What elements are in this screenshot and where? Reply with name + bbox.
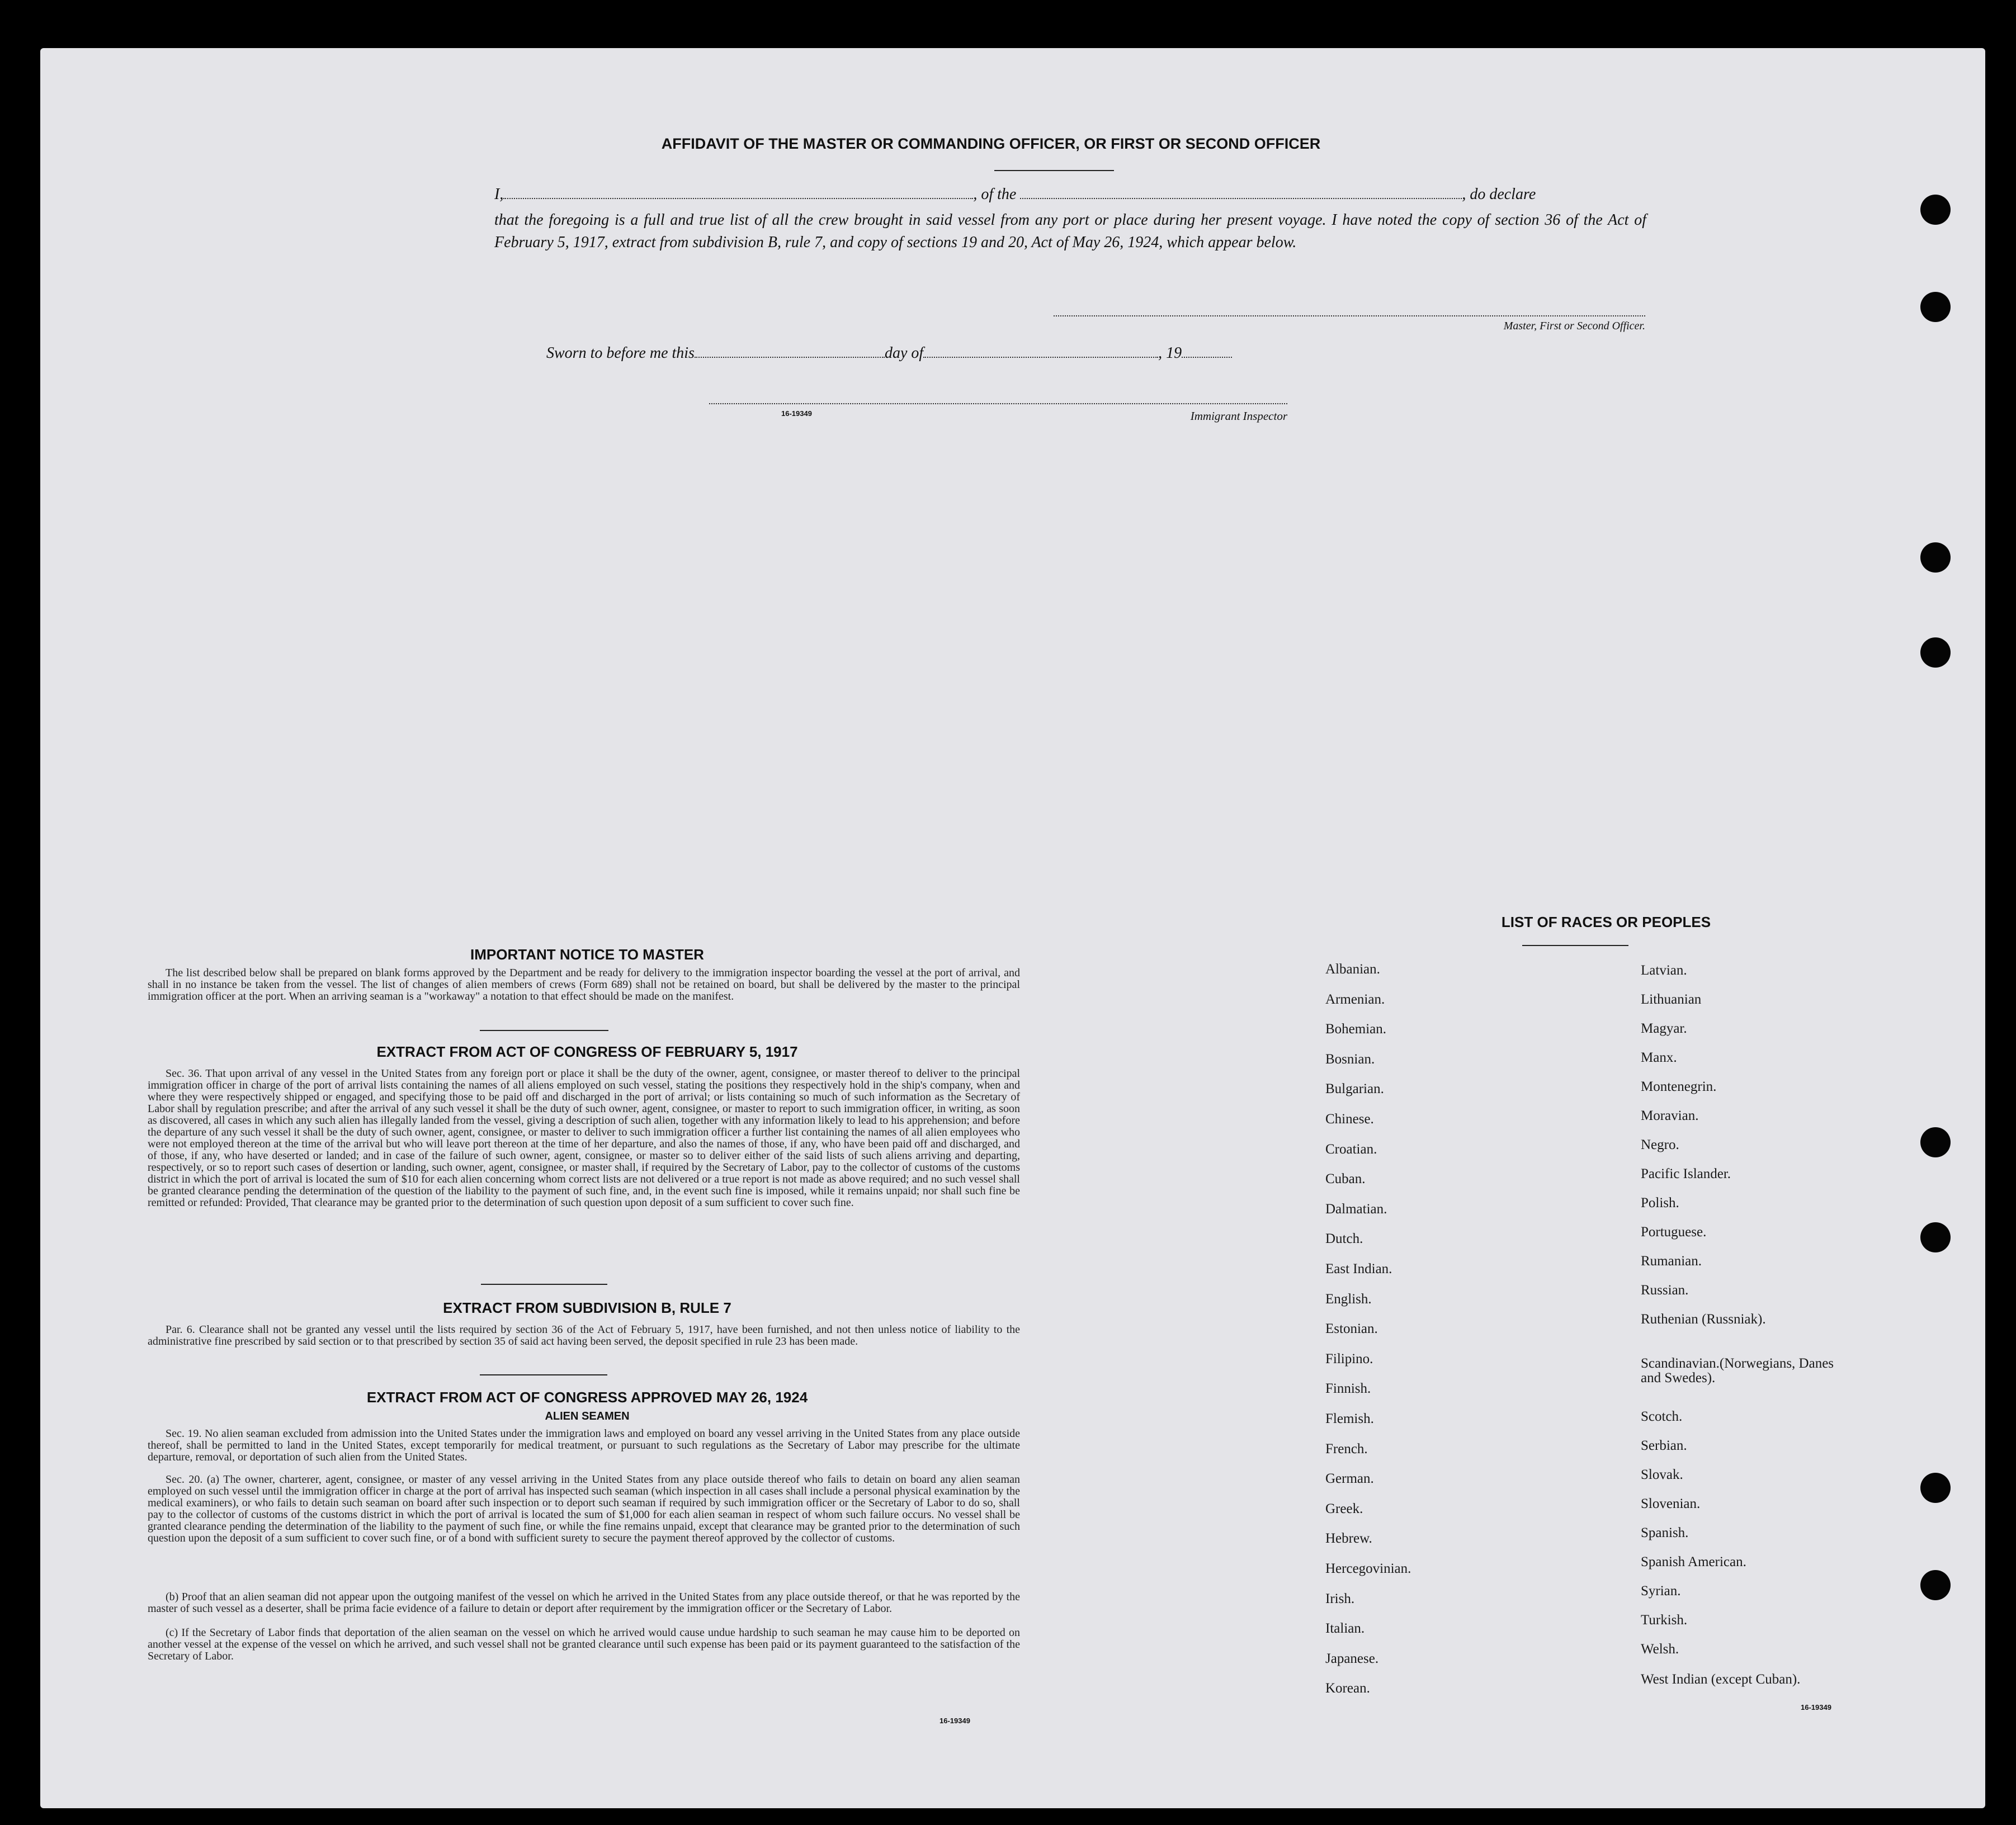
race-item: Albanian. bbox=[1325, 962, 1380, 977]
form-number: 16-19349 bbox=[1801, 1703, 1831, 1711]
punch-hole bbox=[1920, 542, 1951, 573]
race-item: Estonian. bbox=[1325, 1321, 1378, 1336]
race-item: East Indian. bbox=[1325, 1261, 1392, 1276]
race-item: Negro. bbox=[1641, 1137, 1679, 1152]
month-field[interactable] bbox=[923, 351, 1158, 358]
race-item: Hercegovinian. bbox=[1325, 1561, 1411, 1576]
race-item: Turkish. bbox=[1641, 1613, 1688, 1628]
race-item: Lithuanian bbox=[1641, 992, 1702, 1007]
divider bbox=[480, 1374, 607, 1375]
race-item: German. bbox=[1325, 1471, 1374, 1486]
divider bbox=[480, 1030, 608, 1031]
race-item: Serbian. bbox=[1641, 1438, 1687, 1453]
race-item: Irish. bbox=[1325, 1591, 1355, 1606]
year-field[interactable] bbox=[1182, 351, 1232, 358]
race-item: Dutch. bbox=[1325, 1231, 1363, 1246]
race-item: Pacific Islander. bbox=[1641, 1166, 1731, 1181]
punch-hole bbox=[1920, 1570, 1951, 1600]
race-item: Flemish. bbox=[1325, 1411, 1374, 1426]
race-item: Filipino. bbox=[1325, 1351, 1373, 1367]
race-item: Cuban. bbox=[1325, 1171, 1366, 1186]
race-item: Chinese. bbox=[1325, 1112, 1374, 1127]
affidavit-title: AFFIDAVIT OF THE MASTER OR COMMANDING OFFICER, OR FIRST OR SECOND OFFICER bbox=[661, 135, 1321, 152]
extract-1924-sec20c: (c) If the Secretary of Labor finds that deportation of the alien seaman on the vessel on which he arrived would cause undue hardship to such seaman he may cause him to be deported on another vessel at the expense of the vessel on which he arrived, and such vessel shall not be granted clearance until such expense has been paid or its payment guaranteed to the satisfaction of the Secretary of Labor. bbox=[148, 1627, 1020, 1662]
day-of-label: day of bbox=[884, 344, 924, 362]
race-item: Welsh. bbox=[1641, 1642, 1679, 1657]
extract-1917-title: EXTRACT FROM ACT OF CONGRESS OF FEBRUARY 5, 1917 bbox=[376, 1043, 798, 1060]
race-item: Spanish American. bbox=[1641, 1554, 1746, 1569]
race-item: Finnish. bbox=[1325, 1381, 1371, 1396]
declaration-of-the: , of the bbox=[973, 186, 1017, 203]
punch-hole bbox=[1920, 637, 1951, 668]
notice-title: IMPORTANT NOTICE TO MASTER bbox=[470, 946, 704, 963]
subdivision-b-title: EXTRACT FROM SUBDIVISION B, RULE 7 bbox=[443, 1299, 731, 1316]
race-item: Greek. bbox=[1325, 1501, 1363, 1516]
race-item: Syrian. bbox=[1641, 1583, 1681, 1599]
sworn-line bbox=[546, 344, 1385, 362]
punch-hole bbox=[1920, 1473, 1951, 1503]
punch-hole bbox=[1920, 195, 1951, 225]
race-item: Russian. bbox=[1641, 1283, 1689, 1298]
divider bbox=[481, 1284, 607, 1285]
extract-1924-sec20b: (b) Proof that an alien seaman did not appear upon the outgoing manifest of the vessel on which he arrived in the United States from any place outside thereof, or that he was reported by the master of such vessel as a deserter, shall be prima facie evidence of a failure to detain or deport after requirement by the immigration officer or the Secretary of Labor. bbox=[148, 1591, 1020, 1615]
race-item: Armenian. bbox=[1325, 992, 1385, 1007]
race-item: Slovenian. bbox=[1641, 1496, 1701, 1511]
race-item: Polish. bbox=[1641, 1195, 1679, 1211]
race-item: Japanese. bbox=[1325, 1651, 1379, 1666]
day-field[interactable] bbox=[695, 351, 885, 358]
extract-1917-body: Sec. 36. That upon arrival of any vessel in the United States from any foreign port or place it shall be the duty of the owner, agent, consignee, or master thereof to deliver to the principal immigration officer in charge of the port of arrival lists containing the names of all aliens employed on such vessel, stating the positions they respectively hold in the ship's company, when and where they were respectively shipped or engaged, and specifying those to be paid off and discharged in the port of arrival; or lists containing so much of such information as the Secretary of Labor shall by regulation prescribe; and after the arrival of any such vessel it shall be the duty of such owner, agent, consignee, or master to report to such immigration officer, in writing, as soon as discovered, all cases in which any such alien has illegally landed from the vessel, giving a description of such alien, together with any information likely to lead to his apprehension; and before the departure of any such vessel it shall be the duty of such owner, agent, consignee, or master to deliver to such immigration officer a further list containing the names of all alien employees who were not employed thereon at the time of the arrival but who will leave port thereon at the time of her departure, and also the names of those, if any, who have been paid off and discharged, and of those, if any, who have deserted or landed; and in case of the failure of such owner, agent, consignee, or master so to deliver either of the said lists of such aliens arriving and departing, respectively, or so to report such cases of desertion or landing, such owner, agent, consignee, or master shall, if required by the Secretary of Labor, pay to the collector of customs of the customs district in which the port of arrival is located the sum of $10 for each alien concerning whom correct lists are not delivered or a true report is not made as above required; and no such vessel shall be granted clearance pending the determination of the question of the liability to the payment of such fine, and, in the event such fine is imposed, while it remains unpaid; nor shall such fine be remitted or refunded: Provided, That clearance may be granted prior to the determination of such question upon deposit of a sum sufficient to cover such fine. bbox=[148, 1067, 1020, 1209]
race-item: Portuguese. bbox=[1641, 1224, 1707, 1240]
punch-hole bbox=[1920, 292, 1951, 322]
name-field[interactable] bbox=[503, 192, 973, 199]
race-item: Bulgarian. bbox=[1325, 1081, 1384, 1096]
race-item: Moravian. bbox=[1641, 1108, 1699, 1123]
race-item: Manx. bbox=[1641, 1050, 1677, 1065]
declaration-line bbox=[494, 186, 1646, 208]
race-item: Bosnian. bbox=[1325, 1052, 1375, 1067]
race-item: Hebrew. bbox=[1325, 1531, 1372, 1546]
race-item: Montenegrin. bbox=[1641, 1079, 1717, 1094]
divider bbox=[994, 170, 1114, 171]
race-item: Spanish. bbox=[1641, 1525, 1689, 1540]
extract-1924-title: EXTRACT FROM ACT OF CONGRESS APPROVED MAY 26, 1924 bbox=[366, 1389, 808, 1406]
divider bbox=[1522, 945, 1628, 946]
race-item: Korean. bbox=[1325, 1681, 1370, 1696]
race-item: Ruthenian (Russniak). bbox=[1641, 1312, 1766, 1327]
race-item: French. bbox=[1325, 1441, 1368, 1457]
alien-seamen-subtitle: ALIEN SEAMEN bbox=[545, 1410, 630, 1422]
race-item: Bohemian. bbox=[1325, 1022, 1387, 1037]
declaration-end: , do declare bbox=[1462, 186, 1536, 203]
race-item: Croatian. bbox=[1325, 1142, 1377, 1157]
race-item: Magyar. bbox=[1641, 1021, 1687, 1036]
signature-label: Master, First or Second Officer. bbox=[1503, 320, 1645, 332]
form-number: 16-19349 bbox=[781, 409, 812, 418]
punch-hole bbox=[1920, 1127, 1951, 1157]
signature-line[interactable] bbox=[1054, 315, 1645, 316]
races-title: LIST OF RACES OR PEOPLES bbox=[1501, 914, 1711, 930]
extract-1924-sec20a: Sec. 20. (a) The owner, charterer, agent, consignee, or master of any vessel arriving in the United States from any place outside thereof who fails to detain on board any alien seaman employed on such vessel until the immigration officer in charge at the port of arrival has inspected such seaman (which inspection in all cases shall include a personal physical examination by the medical examiners), or who fails to detain such seaman on board after such inspection or to deport such seaman if required by such immigration officer or the Secretary of Labor to do so, shall pay to the collector of customs of the customs district in which the port of arrival is located the sum of $1,000 for each alien seaman in respect of whom such failure occurs. No vessel shall be granted clearance pending the determination of the liability to the payment of such fine, or while the fine remains unpaid, except that clearance may be granted prior to the determination of such question upon the deposit of a sum sufficient to cover such fine, or of a bond with sufficient surety to secure the payment thereof approved by the collector of customs. bbox=[148, 1473, 1020, 1544]
race-item: Slovak. bbox=[1641, 1467, 1683, 1482]
inspector-signature-line[interactable] bbox=[709, 403, 1287, 404]
race-item: Italian. bbox=[1325, 1621, 1365, 1636]
extract-1924-sec19: Sec. 19. No alien seaman excluded from admission into the United States under the immigration laws and employed on board any vessel arriving in the United States from any place outside thereof, shall be permitted to land in the United States, except temporarily for medical treatment, or pursuant to such regulations as the Secretary of Labor may prescribe for the ultimate departure, removal, or deportation of such alien from the United States. bbox=[148, 1427, 1020, 1463]
subdivision-b-body: Par. 6. Clearance shall not be granted any vessel until the lists required by section 36 of the Act of February 5, 1917, have been furnished, and not then unless notice of liability to the administrative fine prescribed by said section or to that prescribed by section 35 of said act having been served, the deposit specified in rule 23 has been made. bbox=[148, 1323, 1020, 1348]
notice-body: The list described below shall be prepared on blank forms approved by the Department and be ready for delivery to the immigration inspector boarding the vessel at the port of arrival, and shall in no instance be taken from the vessel. The list of changes of alien members of crews (Form 689) shall not be retained on board, but shall be delivered by the master to the principal immigration officer at the port. When an arriving seaman is a "workaway" a notation to that effect should be made on the manifest. bbox=[148, 967, 1020, 1003]
inspector-label: Immigrant Inspector bbox=[1190, 409, 1287, 423]
race-item: Dalmatian. bbox=[1325, 1202, 1387, 1217]
punch-hole bbox=[1920, 1222, 1951, 1252]
race-item: Rumanian. bbox=[1641, 1254, 1702, 1269]
vessel-field[interactable] bbox=[1020, 192, 1462, 199]
document-page bbox=[40, 48, 1985, 1808]
sworn-label: Sworn to before me this bbox=[546, 344, 695, 362]
form-number: 16-19349 bbox=[939, 1717, 970, 1725]
declaration-i: I, bbox=[494, 186, 504, 203]
declaration-body: that the foregoing is a full and true list of all the crew brought in said vessel from any port or place during her present voyage. I have noted the copy of section 36 of the Act of February 5, 1917, extract from subdivision B, rule 7, and copy of sections 19 and 20, Act of May 26, 1924, which appear below. bbox=[494, 211, 1646, 251]
race-item: Scandinavian.(Norwegians, Danes and Swedes). bbox=[1641, 1356, 1834, 1386]
race-item: English. bbox=[1325, 1292, 1372, 1307]
race-item: West Indian (except Cuban). bbox=[1641, 1672, 1801, 1687]
race-item: Scotch. bbox=[1641, 1409, 1683, 1424]
race-item: Latvian. bbox=[1641, 963, 1687, 978]
year-prefix: , 19 bbox=[1158, 344, 1182, 362]
